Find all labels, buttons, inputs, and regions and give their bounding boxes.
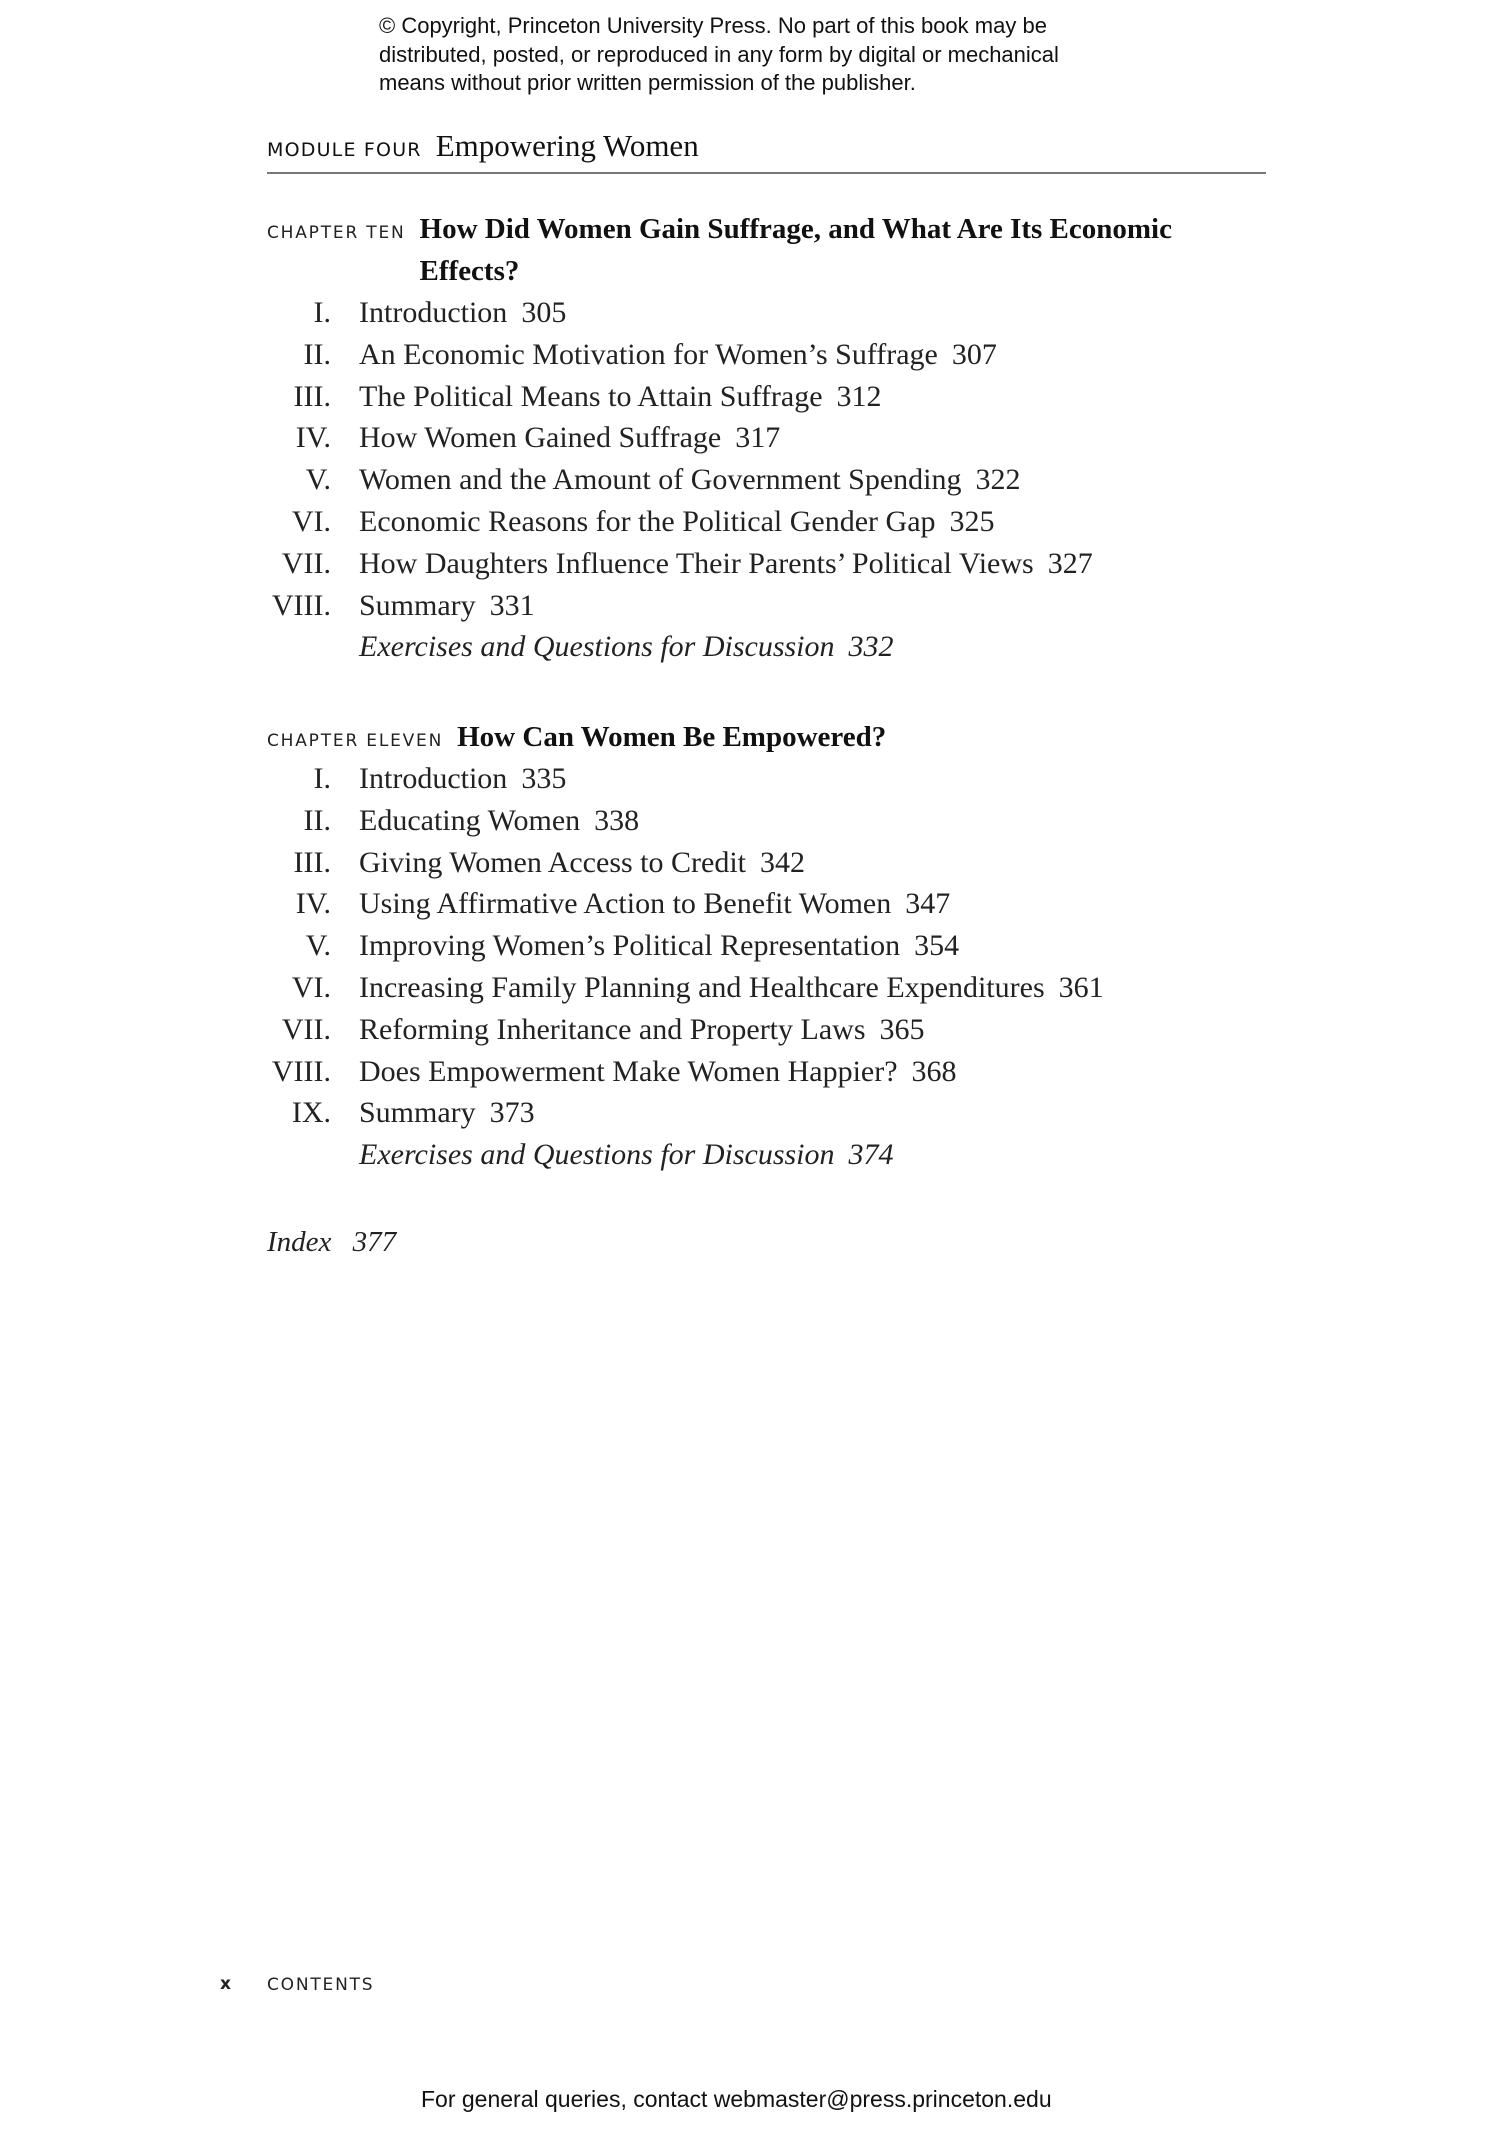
section-title: Improving Women’s Political Representation [359, 929, 901, 963]
section-page: 332 [848, 630, 894, 664]
section-page: 327 [1047, 546, 1093, 580]
section-numeral: VII. [281, 1012, 331, 1046]
section-numeral: II. [303, 803, 331, 837]
section-page: 354 [914, 929, 960, 963]
section-title: Introduction [359, 762, 508, 795]
chapter-title: How Can Women Be Empowered? [457, 721, 887, 753]
index-label: Index [267, 1226, 332, 1258]
section-numeral: VI. [291, 970, 331, 1004]
section-numeral: III. [293, 845, 331, 879]
chapter-label: CHAPTER ELEVEN [267, 731, 444, 751]
section-title: Exercises and Questions for Discussion [359, 1138, 835, 1172]
section-title: How Women Gained Suffrage [359, 421, 722, 455]
toc-entry [267, 459, 1267, 501]
section-page: 342 [759, 845, 805, 879]
section-title: Exercises and Questions for Discussion [359, 630, 835, 664]
toc-entry [267, 925, 1267, 967]
index-entry [267, 1226, 396, 1259]
toc-entry [267, 376, 1267, 418]
toc-entry [267, 1009, 1267, 1051]
section-numeral: VIII. [271, 1054, 331, 1088]
toc-entry [267, 967, 1267, 1009]
section-page: 317 [735, 421, 781, 455]
chapter-label: CHAPTER TEN [267, 223, 406, 243]
section-page: 338 [594, 803, 640, 837]
section-numeral: VIII. [271, 588, 331, 622]
toc-entry [267, 1092, 1267, 1134]
section-page: 374 [848, 1138, 894, 1172]
toc-entry [267, 800, 1267, 842]
section-title: Does Empowerment Make Women Happier? [359, 1054, 898, 1088]
toc-entry [267, 501, 1267, 543]
toc-entry [267, 585, 1267, 627]
section-numeral [267, 626, 331, 668]
index-page: 377 [352, 1226, 397, 1258]
toc-entry [267, 842, 1267, 884]
toc-entry [267, 626, 1267, 668]
toc-entry [267, 543, 1267, 585]
section-list [267, 292, 1267, 668]
chapter-eleven [267, 716, 1267, 1176]
section-page: 331 [489, 588, 535, 622]
section-numeral: V. [305, 929, 331, 963]
toc-entry [267, 417, 1267, 459]
module-heading [267, 128, 699, 164]
running-head: CONTENTS [267, 1975, 375, 1995]
section-title: Giving Women Access to Credit [359, 845, 746, 879]
section-numeral: II. [303, 337, 331, 371]
toc-entry [267, 1134, 1267, 1176]
toc-entry [267, 883, 1267, 925]
section-title: Summary [359, 588, 476, 622]
section-numeral: VII. [281, 546, 331, 580]
section-page: 325 [949, 504, 995, 538]
section-page: 347 [905, 887, 951, 921]
section-numeral: III. [293, 379, 331, 413]
chapter-title: How Did Women Gain Suffrage, and What Are Its Economic Effects? [419, 213, 1172, 287]
section-numeral: VI. [291, 504, 331, 538]
chapter-ten [267, 208, 1267, 668]
section-title: Introduction [359, 296, 508, 329]
copyright-notice [379, 12, 1059, 98]
copyright-line: means without prior written permission of the publisher. [379, 70, 916, 95]
section-list [267, 758, 1267, 1176]
section-numeral: I. [313, 762, 331, 795]
section-page: 322 [975, 463, 1021, 497]
section-page: 368 [911, 1054, 957, 1088]
section-page: 373 [489, 1096, 535, 1130]
module-title: Empowering Women [435, 128, 699, 163]
toc-entry [267, 1051, 1267, 1093]
section-title: Economic Reasons for the Political Gender Gap [359, 504, 936, 538]
header-rule [267, 172, 1266, 174]
section-numeral: IV. [295, 887, 331, 921]
section-title: Using Affirmative Action to Benefit Women [359, 887, 892, 921]
section-title: Summary [359, 1096, 476, 1130]
section-title: The Political Means to Attain Suffrage [359, 379, 823, 413]
copyright-line: © Copyright, Princeton University Press. No part of this book may be [379, 13, 1047, 38]
page-number: x [220, 1974, 231, 1994]
section-page: 335 [521, 762, 567, 795]
section-numeral [267, 1134, 331, 1176]
section-page: 365 [879, 1012, 925, 1046]
section-page: 305 [521, 296, 567, 329]
section-numeral: IV. [295, 421, 331, 455]
toc-entry [267, 334, 1267, 376]
section-title: Reforming Inheritance and Property Laws [359, 1012, 866, 1046]
module-label: MODULE FOUR [267, 139, 422, 161]
copyright-line: distributed, posted, or reproduced in any form by digital or mechanical [379, 41, 1059, 67]
toc-entry [267, 758, 1267, 800]
section-title: Increasing Family Planning and Healthcare Expenditures [359, 970, 1045, 1004]
section-title: How Daughters Influence Their Parents’ Political Views [359, 546, 1034, 580]
footer-contact: For general queries, contact webmaster@press.princeton.edu [421, 2086, 1052, 2112]
section-numeral: I. [313, 296, 331, 329]
section-page: 307 [951, 337, 997, 371]
section-page: 312 [836, 379, 882, 413]
section-title: Women and the Amount of Government Spending [359, 463, 962, 497]
section-title: An Economic Motivation for Women’s Suffrage [359, 337, 938, 371]
toc-entry [267, 292, 1267, 334]
section-numeral: IX. [291, 1096, 331, 1130]
section-title: Educating Women [359, 803, 581, 837]
section-page: 361 [1058, 970, 1104, 1004]
section-numeral: V. [305, 463, 331, 497]
